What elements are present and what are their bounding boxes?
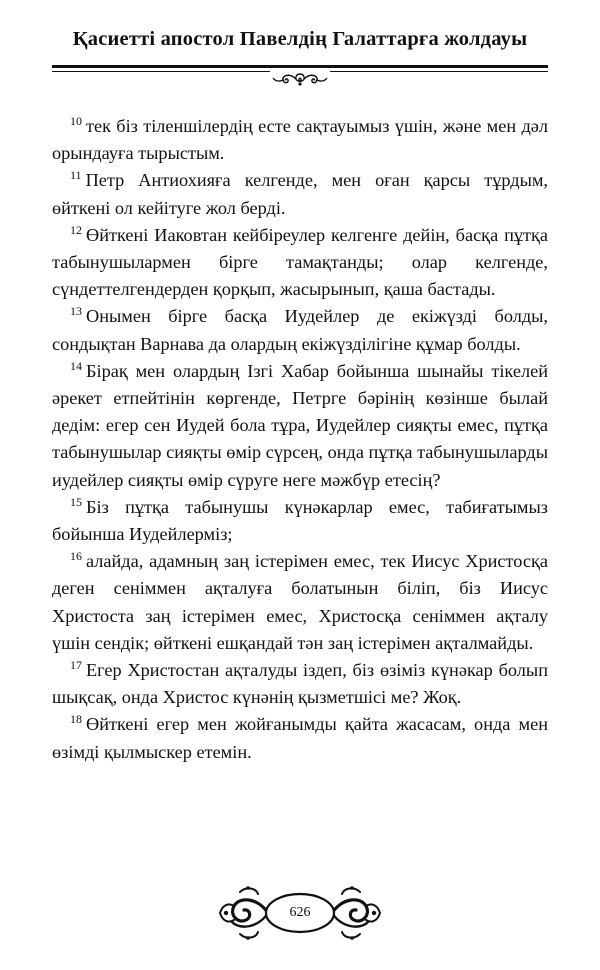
verse-number: 13 xyxy=(70,304,82,319)
verse-text: алайда, адамның заң істерімен емес, тек Иисус Христосқа деген сеніммен ақталуға болатынын біліп, біз Иисус Христоста заң істерімен емес, Христосқа сеніммен ақталу үшін сендік; өйткені ешқандай тəн заң істерімен ақталмайды. xyxy=(52,551,548,653)
verse xyxy=(52,167,548,221)
verse xyxy=(52,494,548,548)
verse-text: Біз пұтқа табынушы күнəкарлар емес, табиғатымыз бойынша Иудейлерміз; xyxy=(52,496,548,545)
verse xyxy=(52,657,548,711)
verse xyxy=(52,711,548,765)
verse-number: 16 xyxy=(70,549,82,564)
verse-text: Өйткені егер мен жойғанымды қайта жасасам, онда мен өзімді қылмыскер етемін. xyxy=(52,714,548,762)
header-rule-thick xyxy=(52,65,548,68)
verse xyxy=(52,222,548,304)
verse xyxy=(52,113,548,167)
verse-text: Петр Антиохияға келгенде, мен оған қарсы тұрдым, өйткені ол кейітуге жол берді. xyxy=(52,170,548,218)
verse xyxy=(52,303,548,357)
verse-number: 10 xyxy=(70,114,82,128)
verse xyxy=(52,358,548,494)
running-header-title: Қасиетті апостол Павелдің Галаттарға жолдауы xyxy=(72,28,528,50)
verse-text: Онымен бірге басқа Иудейлер де екіжүзді болды, сондықтан Варнава да олардың екіжүзділігіне құмар болды. xyxy=(52,306,548,354)
verse-number: 12 xyxy=(70,222,82,237)
verse-number: 11 xyxy=(70,168,82,183)
verse xyxy=(52,548,548,657)
verse-number: 15 xyxy=(70,494,82,509)
verse-text: Өйткені Иаковтан кейбіреулер келгенге дейін, басқа пұтқа табынушылармен бірге тамақтанды; олар келгенде, сүндеттелгендерден қорқып, жасырынып, қаша бастады. xyxy=(52,224,548,300)
verse-number: 17 xyxy=(70,658,82,673)
verse-text: Егер Христостан ақталуды іздеп, біз өзіміз күнəкар болып шықсақ, онда Христос күнəнің қызметшісі ме? Жоқ. xyxy=(52,660,548,708)
verse-number: 14 xyxy=(70,358,82,373)
verse-text: Бірақ мен олардың Ізгі Хабар бойынша шынайы тікелей əрекет етпейтінін көргенде, Петрге бəрінің көзінше былай дедім: егер сен Иудей бола тұра, Иудейлер сияқты емес, пұтқа табынушылар сияқты өмір сүрсең, онда пұтқа табынушыларды иудейлер сияқты өмір сүруге неге мəжбүр етесің? xyxy=(52,360,548,490)
header-ornament-icon xyxy=(270,70,330,88)
verses-body xyxy=(52,113,548,766)
verse-number: 18 xyxy=(70,712,82,727)
page-number: 626 xyxy=(289,905,311,920)
verse-text: тек біз тіленшілердің есте сақтауымыз үшін, және мен дəл орындауға тырыстым. xyxy=(52,116,548,164)
